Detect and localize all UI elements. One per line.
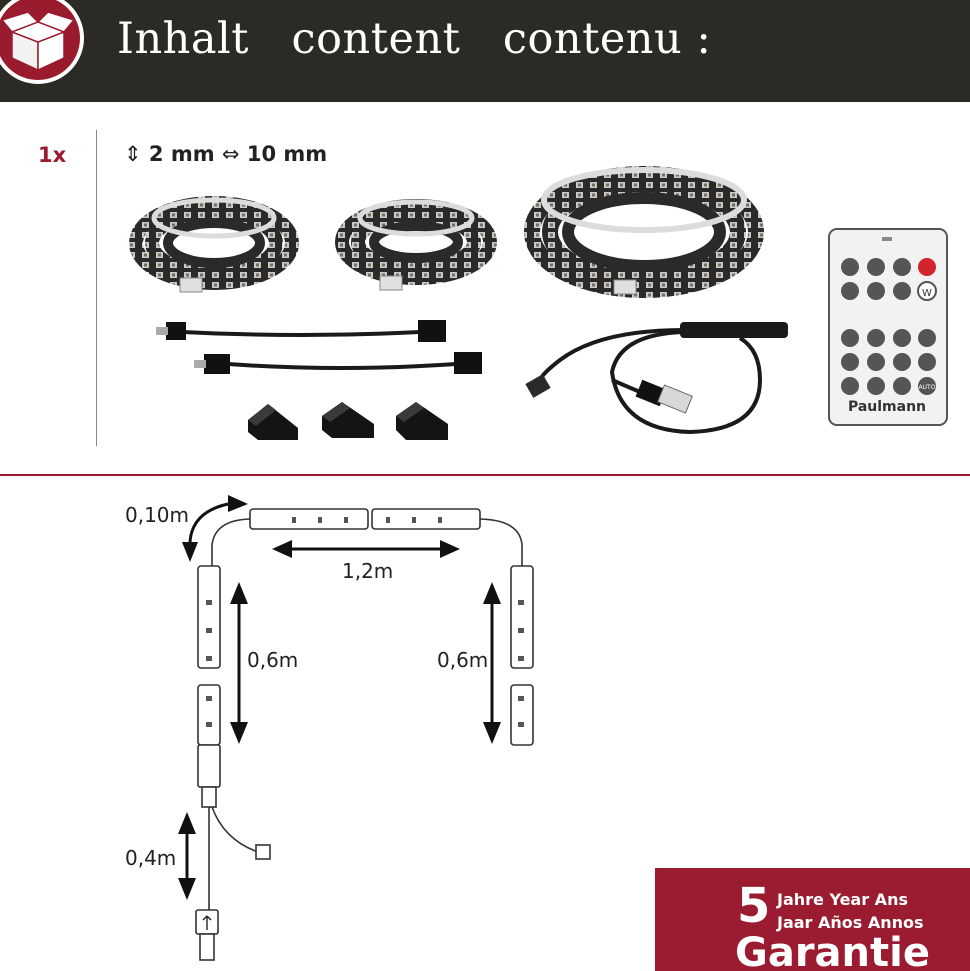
- quantity-label: 1x: [38, 143, 67, 167]
- section-divider: [0, 474, 970, 476]
- height-value: 2 mm: [148, 142, 215, 166]
- usb-controller-cable-icon: [525, 322, 788, 432]
- cable-length-label: 0,4m: [125, 846, 177, 870]
- width-arrow-icon: ⇔: [221, 142, 240, 166]
- remote-auto-label: AUTO: [918, 384, 936, 391]
- remote-brand-label: Paulmann: [847, 399, 927, 415]
- led-strip-icon: [342, 202, 490, 290]
- corner-length-label: 0,10m: [125, 503, 190, 527]
- top-length-label: 1,2m: [342, 559, 394, 583]
- remote-w-label: W: [922, 288, 932, 299]
- height-arrow-icon: ⇕: [124, 142, 142, 166]
- connector-cable-icon: [194, 352, 482, 374]
- mounting-clip-icon: [322, 402, 374, 438]
- connector-cable-icon: [156, 320, 446, 342]
- warranty-badge: [655, 868, 970, 971]
- warranty-years: 5: [737, 878, 771, 934]
- led-strip-icon: [136, 200, 292, 292]
- remote-control-icon: [829, 229, 947, 425]
- width-value: 10 mm: [246, 142, 328, 166]
- left-length-label: 0,6m: [247, 648, 299, 672]
- mounting-clip-icon: [248, 404, 298, 440]
- mounting-clip-icon: [396, 402, 448, 440]
- warranty-word: Garantie: [735, 930, 930, 971]
- warranty-line-1: Jahre Year Ans: [777, 890, 908, 909]
- dimension-arrows: [178, 495, 501, 900]
- right-length-label: 0,6m: [437, 648, 489, 672]
- page-title: Inhalt content contenu :: [117, 14, 712, 64]
- led-strip-icon: [532, 170, 756, 294]
- warranty-line-2: Jaar Años Annos: [777, 913, 924, 932]
